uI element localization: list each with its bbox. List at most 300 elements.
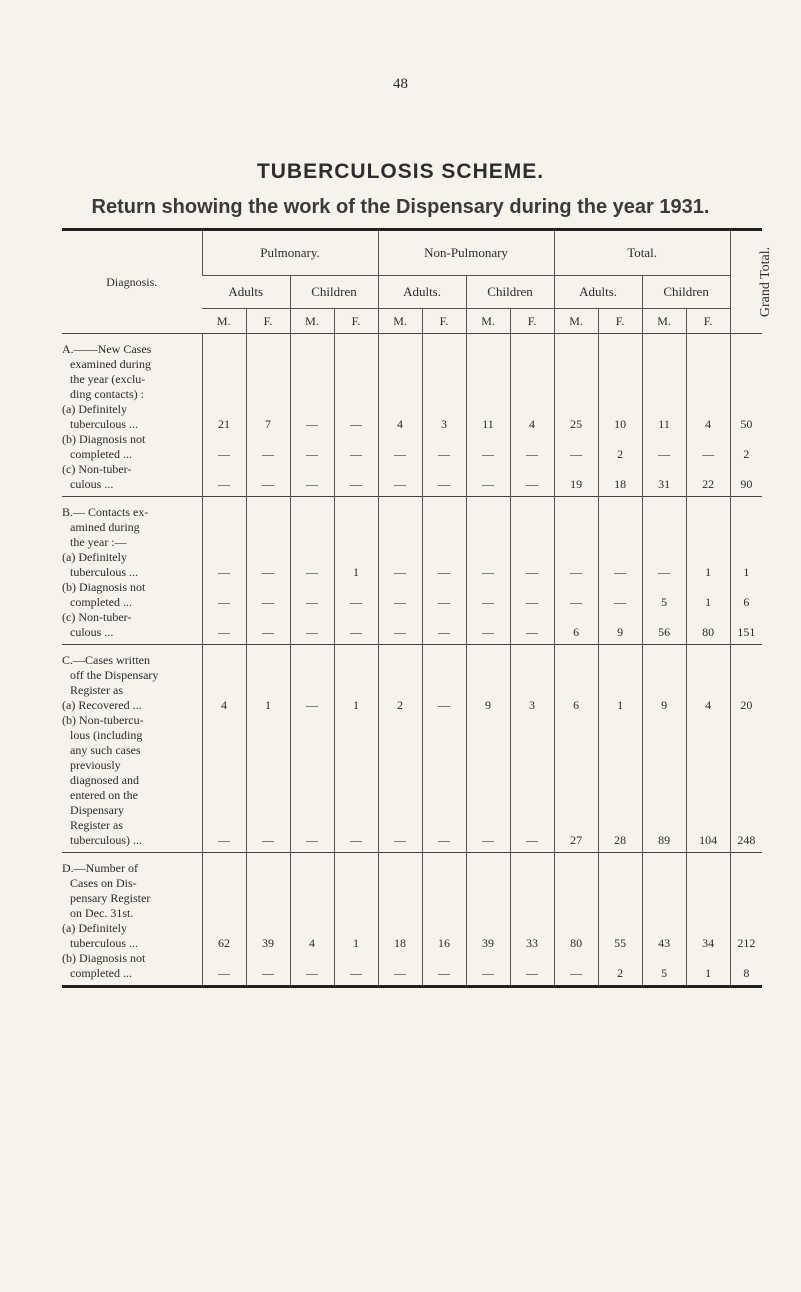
value-spacer	[511, 550, 554, 565]
value-spacer	[247, 462, 290, 477]
table-cell-value: —	[306, 966, 318, 980]
value-spacer	[599, 550, 642, 565]
table-cell-value: —	[526, 966, 539, 980]
value-column-cell	[378, 334, 422, 497]
table-cell-value: —	[218, 966, 230, 980]
value-spacer	[335, 713, 378, 833]
section-heading: C.—Cases written	[62, 653, 150, 667]
row-label-line: (b) Diagnosis not	[62, 580, 146, 594]
value-spacer	[335, 951, 378, 966]
value-spacer	[203, 550, 246, 565]
value-column-cell	[554, 853, 598, 987]
row-label-line: (b) Diagnosis not	[62, 951, 146, 965]
table-cell-value: —	[394, 966, 407, 980]
value-spacer	[643, 713, 686, 833]
row-label-line: any such cases	[70, 743, 141, 757]
table-cell-value: 18	[614, 477, 627, 491]
table-cell-value: —	[702, 447, 715, 461]
row-label-line: lous (including	[70, 728, 143, 742]
section-heading: A.——New Cases	[62, 342, 152, 356]
section-row	[62, 645, 762, 853]
value-column-cell	[334, 645, 378, 853]
table-cell-value: 2	[617, 447, 624, 461]
value-spacer	[687, 550, 730, 565]
value-spacer	[291, 550, 334, 565]
table-cell-value: —	[526, 477, 539, 491]
value-spacer	[511, 402, 554, 417]
value-column-cell	[466, 497, 510, 645]
value-spacer	[731, 713, 763, 833]
row-label-line: diagnosed and	[70, 773, 139, 787]
table-cell-value: 248	[737, 833, 756, 847]
value-spacer	[379, 432, 422, 447]
table-cell-value: —	[218, 565, 230, 579]
value-spacer	[467, 550, 510, 565]
total-adults-header: Adults.	[554, 276, 642, 309]
value-spacer	[379, 462, 422, 477]
value-spacer	[247, 402, 290, 417]
value-spacer	[467, 610, 510, 625]
section-description	[62, 853, 202, 987]
value-spacer	[731, 462, 763, 477]
value-spacer	[555, 610, 598, 625]
value-spacer	[599, 921, 642, 936]
table-cell-value: —	[262, 595, 274, 609]
value-spacer	[335, 580, 378, 595]
value-spacer	[335, 550, 378, 565]
table-cell-value: 39	[482, 936, 495, 950]
total-header: Total.	[554, 230, 730, 276]
value-column-cell	[510, 853, 554, 987]
table-cell-value: 4	[397, 417, 404, 431]
table-cell-value: —	[526, 565, 539, 579]
value-spacer	[203, 402, 246, 417]
value-spacer	[643, 432, 686, 447]
value-spacer	[203, 713, 246, 833]
value-column-cell	[510, 645, 554, 853]
table-cell-value: 212	[737, 936, 756, 950]
value-spacer	[731, 921, 763, 936]
row-label-line: culous ...	[70, 477, 114, 491]
value-spacer	[467, 580, 510, 595]
value-spacer	[687, 402, 730, 417]
value-spacer	[467, 921, 510, 936]
value-spacer	[423, 921, 466, 936]
value-spacer	[247, 550, 290, 565]
value-spacer	[643, 462, 686, 477]
value-spacer	[423, 402, 466, 417]
value-spacer	[731, 610, 763, 625]
table-cell-value: —	[350, 595, 363, 609]
section-heading: D.—Number of	[62, 861, 138, 875]
value-spacer	[291, 462, 334, 477]
value-column-cell	[466, 645, 510, 853]
table-cell-value: 1	[617, 698, 624, 712]
non-pulmonary-children-header: Children	[466, 276, 554, 309]
value-spacer	[379, 580, 422, 595]
table-cell-value: 43	[658, 936, 671, 950]
table-cell-value: 80	[570, 936, 583, 950]
row-label-line: (a) Recovered ...	[62, 698, 142, 712]
table-cell-value: 2	[743, 447, 750, 461]
row-label-line: entered on the	[70, 788, 138, 802]
table-cell-value: 33	[526, 936, 539, 950]
table-cell-value: —	[614, 595, 627, 609]
table-cell-value: 28	[614, 833, 627, 847]
table-cell-value: —	[526, 595, 539, 609]
table-cell-value: —	[438, 595, 451, 609]
value-spacer	[555, 402, 598, 417]
table-cell-value: —	[306, 698, 318, 712]
table-cell-value: —	[350, 417, 363, 431]
table-cell-value: —	[218, 833, 230, 847]
table-cell-value: 31	[658, 477, 671, 491]
section-description-line: Register as	[70, 683, 123, 697]
value-column-cell	[246, 853, 290, 987]
table-cell-value: —	[482, 565, 495, 579]
table-cell-value: —	[306, 477, 318, 491]
row-label-line: tuberculous ...	[70, 417, 138, 431]
value-spacer	[599, 432, 642, 447]
table-cell-value: 4	[309, 936, 315, 950]
table-cell-value: —	[218, 477, 230, 491]
value-spacer	[599, 402, 642, 417]
value-spacer	[599, 462, 642, 477]
table-cell-value: —	[218, 625, 230, 639]
table-cell-value: —	[438, 698, 451, 712]
value-column-cell	[422, 853, 466, 987]
table-cell-value: —	[526, 833, 539, 847]
value-column-cell	[642, 497, 686, 645]
section-description-line: the year :—	[70, 535, 127, 549]
value-spacer	[291, 580, 334, 595]
table-cell-value: 4	[705, 417, 712, 431]
table-cell-value: —	[570, 447, 583, 461]
table-cell-value: —	[438, 966, 451, 980]
value-column-cell	[554, 645, 598, 853]
section-description-line: amined during	[70, 520, 140, 534]
value-spacer	[379, 921, 422, 936]
value-spacer	[335, 432, 378, 447]
table-cell-value: —	[262, 447, 274, 461]
value-column-cell	[686, 645, 730, 853]
sex-male-header: M.	[378, 309, 422, 334]
value-spacer	[423, 462, 466, 477]
value-spacer	[511, 432, 554, 447]
table-cell-value: 1	[353, 936, 360, 950]
value-spacer	[291, 713, 334, 833]
table-cell-value: 27	[570, 833, 583, 847]
table-cell-value: 151	[737, 625, 756, 639]
row-label-line: culous ...	[70, 625, 114, 639]
table-cell-value: 50	[740, 417, 753, 431]
table-cell-value: —	[438, 625, 451, 639]
value-spacer	[247, 580, 290, 595]
value-column-cell	[466, 334, 510, 497]
table-cell-value: 3	[441, 417, 448, 431]
table-cell-value: 19	[570, 477, 583, 491]
dispensary-return-table	[62, 228, 773, 988]
table-cell-value: —	[262, 477, 274, 491]
value-spacer	[291, 432, 334, 447]
table-cell-value: 104	[699, 833, 718, 847]
value-column-cell	[246, 645, 290, 853]
table-cell-value: —	[658, 447, 671, 461]
value-spacer	[423, 432, 466, 447]
value-spacer	[203, 432, 246, 447]
value-spacer	[643, 921, 686, 936]
table-cell-value: —	[262, 625, 274, 639]
pulmonary-children-header: Children	[290, 276, 378, 309]
table-cell-value: 25	[570, 417, 583, 431]
value-column-cell	[422, 645, 466, 853]
table-cell-value: 80	[702, 625, 715, 639]
value-column-cell	[246, 497, 290, 645]
value-spacer	[555, 921, 598, 936]
table-cell-value: —	[570, 565, 583, 579]
table-cell-value: —	[350, 477, 363, 491]
table-cell-value: —	[218, 447, 230, 461]
value-spacer	[599, 713, 642, 833]
table-cell-value: —	[218, 595, 230, 609]
value-column-cell	[598, 645, 642, 853]
table-cell-value: —	[306, 417, 318, 431]
value-column-cell	[510, 334, 554, 497]
grand-total-cell	[730, 853, 762, 987]
value-column-cell	[466, 853, 510, 987]
row-label-line: completed ...	[70, 966, 132, 980]
table-cell-value: —	[482, 447, 495, 461]
table-cell-value: 34	[702, 936, 715, 950]
total-children-header: Children	[642, 276, 730, 309]
table-cell-value: 2	[617, 966, 624, 980]
table-cell-value: 4	[529, 417, 536, 431]
sex-female-header: F.	[334, 309, 378, 334]
table-cell-value: —	[438, 565, 451, 579]
sex-male-header: M.	[466, 309, 510, 334]
table-cell-value: —	[570, 595, 583, 609]
table-cell-value: 89	[658, 833, 671, 847]
value-spacer	[335, 402, 378, 417]
value-column-cell	[290, 645, 334, 853]
row-label-line: (b) Diagnosis not	[62, 432, 146, 446]
value-spacer	[467, 713, 510, 833]
table-cell-value: —	[482, 625, 495, 639]
grand-total-label: Grand Total.	[757, 246, 773, 318]
value-spacer	[555, 580, 598, 595]
non-pulmonary-header: Non-Pulmonary	[378, 230, 554, 276]
value-spacer	[335, 921, 378, 936]
value-column-cell	[334, 334, 378, 497]
value-spacer	[379, 402, 422, 417]
row-label-line: (a) Definitely	[62, 921, 127, 935]
document-title: TUBERCULOSIS SCHEME.	[256, 160, 545, 183]
value-spacer	[599, 580, 642, 595]
value-spacer	[379, 713, 422, 833]
sex-female-header: F.	[686, 309, 730, 334]
value-column-cell	[334, 497, 378, 645]
value-spacer	[555, 432, 598, 447]
row-label-line: completed ...	[70, 595, 132, 609]
table-cell-value: 9	[485, 698, 492, 712]
table-cell-value: —	[438, 447, 451, 461]
table-cell-value: —	[350, 833, 363, 847]
value-spacer	[643, 402, 686, 417]
table-cell-value: 39	[262, 936, 274, 950]
row-label-line: (b) Non-tubercu-	[62, 713, 144, 727]
value-spacer	[291, 921, 334, 936]
section-description-line: pensary Register	[70, 891, 151, 905]
table-cell-value: —	[482, 833, 495, 847]
value-column-cell	[378, 853, 422, 987]
value-spacer	[203, 921, 246, 936]
value-spacer	[643, 550, 686, 565]
value-spacer	[687, 462, 730, 477]
value-spacer	[423, 580, 466, 595]
value-spacer	[423, 713, 466, 833]
value-spacer	[423, 951, 466, 966]
section-description-line: the year (exclu-	[70, 372, 146, 386]
value-column-cell	[378, 497, 422, 645]
value-spacer	[335, 462, 378, 477]
table-cell-value: 18	[394, 936, 407, 950]
value-spacer	[687, 580, 730, 595]
table-cell-value: 1	[353, 565, 360, 579]
row-label-line: tuberculous) ...	[70, 833, 142, 847]
value-column-cell	[290, 497, 334, 645]
value-spacer	[379, 550, 422, 565]
table-cell-value: 21	[218, 417, 230, 431]
table-cell-value: —	[306, 625, 318, 639]
table-cell-value: —	[262, 833, 274, 847]
value-spacer	[379, 951, 422, 966]
value-column-cell	[422, 497, 466, 645]
value-spacer	[247, 921, 290, 936]
value-spacer	[731, 402, 763, 417]
value-column-cell	[686, 334, 730, 497]
value-spacer	[511, 951, 554, 966]
value-spacer	[247, 610, 290, 625]
table-cell-value: 11	[482, 417, 494, 431]
pulmonary-adults-header: Adults	[202, 276, 290, 309]
table-cell-value: 1	[705, 565, 712, 579]
table-cell-value: 1	[705, 966, 712, 980]
section-description	[62, 334, 202, 497]
row-label-line: (a) Definitely	[62, 402, 127, 416]
value-column-cell	[334, 853, 378, 987]
row-label-line: (c) Non-tuber-	[62, 610, 132, 624]
sex-male-header: M.	[554, 309, 598, 334]
section-description-line: on Dec. 31st.	[70, 906, 134, 920]
table-cell-value: 10	[614, 417, 627, 431]
section-description-line: ding contacts) :	[70, 387, 144, 401]
value-spacer	[555, 550, 598, 565]
table-cell-value: 5	[661, 966, 668, 980]
table-cell-value: —	[306, 595, 318, 609]
table-cell-value: 1	[743, 565, 750, 579]
grand-total-cell	[730, 334, 762, 497]
value-spacer	[291, 610, 334, 625]
value-column-cell	[642, 334, 686, 497]
section-row	[62, 853, 762, 987]
table-cell-value: 1	[353, 698, 360, 712]
table-cell-value: 56	[658, 625, 671, 639]
table-cell-value: 7	[265, 417, 271, 431]
table-cell-value: 1	[705, 595, 712, 609]
value-spacer	[203, 610, 246, 625]
table-cell-value: 55	[614, 936, 627, 950]
table-cell-value: 8	[743, 966, 750, 980]
section-description	[62, 645, 202, 853]
value-spacer	[203, 462, 246, 477]
value-spacer	[467, 432, 510, 447]
value-spacer	[731, 580, 763, 595]
table-cell-value: —	[394, 833, 407, 847]
value-column-cell	[290, 853, 334, 987]
value-column-cell	[422, 334, 466, 497]
sex-female-header: F.	[598, 309, 642, 334]
table-cell-value: 6	[743, 595, 750, 609]
table-cell-value: 20	[740, 698, 753, 712]
value-spacer	[687, 951, 730, 966]
section-heading: B.— Contacts ex-	[62, 505, 149, 519]
table-cell-value: 6	[573, 625, 580, 639]
table-cell-value: —	[482, 595, 495, 609]
row-label-line: (a) Definitely	[62, 550, 127, 564]
table-cell-value: 6	[573, 698, 580, 712]
table-cell-value: 4	[221, 698, 227, 712]
value-column-cell	[686, 853, 730, 987]
table-cell-value: 9	[617, 625, 624, 639]
value-column-cell	[202, 497, 246, 645]
table-cell-value: —	[394, 447, 407, 461]
value-spacer	[203, 580, 246, 595]
row-label-line: previously	[70, 758, 121, 772]
section-description-line: Cases on Dis-	[70, 876, 137, 890]
value-spacer	[555, 462, 598, 477]
value-spacer	[335, 610, 378, 625]
value-column-cell	[642, 645, 686, 853]
value-spacer	[379, 610, 422, 625]
table-cell-value: —	[350, 625, 363, 639]
sex-female-header: F.	[246, 309, 290, 334]
value-column-cell	[290, 334, 334, 497]
value-spacer	[511, 713, 554, 833]
section-description-line: off the Dispensary	[70, 668, 159, 682]
table-cell-value: 4	[705, 698, 712, 712]
value-spacer	[423, 610, 466, 625]
value-column-cell	[202, 645, 246, 853]
table-cell-value: —	[526, 625, 539, 639]
value-column-cell	[378, 645, 422, 853]
value-spacer	[467, 951, 510, 966]
value-spacer	[687, 713, 730, 833]
page-number: 48	[393, 76, 408, 92]
table-cell-value: 11	[658, 417, 670, 431]
value-column-cell	[598, 334, 642, 497]
value-spacer	[291, 402, 334, 417]
row-label-line: (c) Non-tuber-	[62, 462, 132, 476]
value-spacer	[203, 951, 246, 966]
table-cell-value: —	[482, 966, 495, 980]
value-spacer	[643, 610, 686, 625]
value-spacer	[511, 921, 554, 936]
sex-male-header: M.	[202, 309, 246, 334]
value-spacer	[731, 550, 763, 565]
value-column-cell	[642, 853, 686, 987]
table-cell-value: —	[306, 565, 318, 579]
table-cell-value: —	[658, 565, 671, 579]
